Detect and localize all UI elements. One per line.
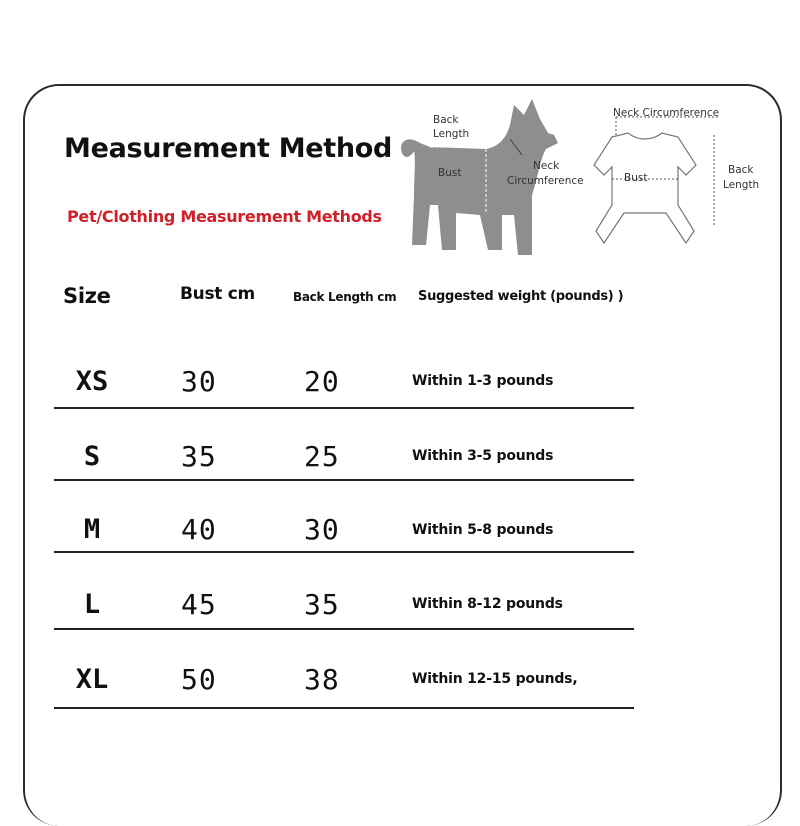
page-title: Measurement Method xyxy=(64,133,393,164)
row-s-size: S xyxy=(83,441,101,472)
shirt-back-label-2: Length xyxy=(723,179,760,191)
row-divider xyxy=(54,479,634,481)
shirt-back-label-1: Back xyxy=(728,164,754,176)
row-divider xyxy=(54,551,634,553)
row-s-back: 25 xyxy=(304,440,340,473)
row-l-weight: Within 8-12 pounds xyxy=(412,596,563,612)
row-m-bust: 40 xyxy=(181,513,217,546)
row-s-bust: 35 xyxy=(181,440,217,473)
shirt-neck-label: Neck Circumference xyxy=(613,107,720,119)
row-xl-bust: 50 xyxy=(181,663,217,696)
row-l-bust: 45 xyxy=(181,588,217,621)
row-m-back: 30 xyxy=(304,513,340,546)
row-xs-size: XS xyxy=(75,366,109,397)
row-xl-back: 38 xyxy=(304,663,340,696)
row-m-weight: Within 5-8 pounds xyxy=(412,522,554,538)
header-back-length: Back Length cm xyxy=(293,290,397,304)
row-xs-bust: 30 xyxy=(181,365,217,398)
header-bust: Bust cm xyxy=(180,284,255,304)
shirt-bust-label: Bust xyxy=(624,172,648,184)
pet-shirt-icon xyxy=(594,133,696,243)
row-l-size: L xyxy=(83,589,101,620)
row-divider xyxy=(54,407,634,409)
row-l-back: 35 xyxy=(304,588,340,621)
dog-back-label-1: Back xyxy=(433,114,459,126)
row-xl-size: XL xyxy=(75,664,109,695)
header-weight: Suggested weight (pounds) ) xyxy=(418,289,624,304)
row-m-size: M xyxy=(83,514,101,545)
header-size: Size xyxy=(63,284,111,308)
row-s-weight: Within 3-5 pounds xyxy=(412,448,554,464)
dog-back-label-2: Length xyxy=(433,128,470,140)
dog-neck-label-2: Circumference xyxy=(507,175,584,187)
dog-neck-label-1: Neck xyxy=(533,160,560,172)
row-xl-weight: Within 12-15 pounds, xyxy=(412,671,578,687)
row-divider xyxy=(54,628,634,630)
row-xs-weight: Within 1-3 pounds xyxy=(412,373,554,389)
row-xs-back: 20 xyxy=(304,365,340,398)
subtitle: Pet/Clothing Measurement Methods xyxy=(67,207,382,226)
measurement-diagram xyxy=(390,95,770,265)
dog-bust-label: Bust xyxy=(438,167,462,179)
row-divider xyxy=(54,707,634,709)
